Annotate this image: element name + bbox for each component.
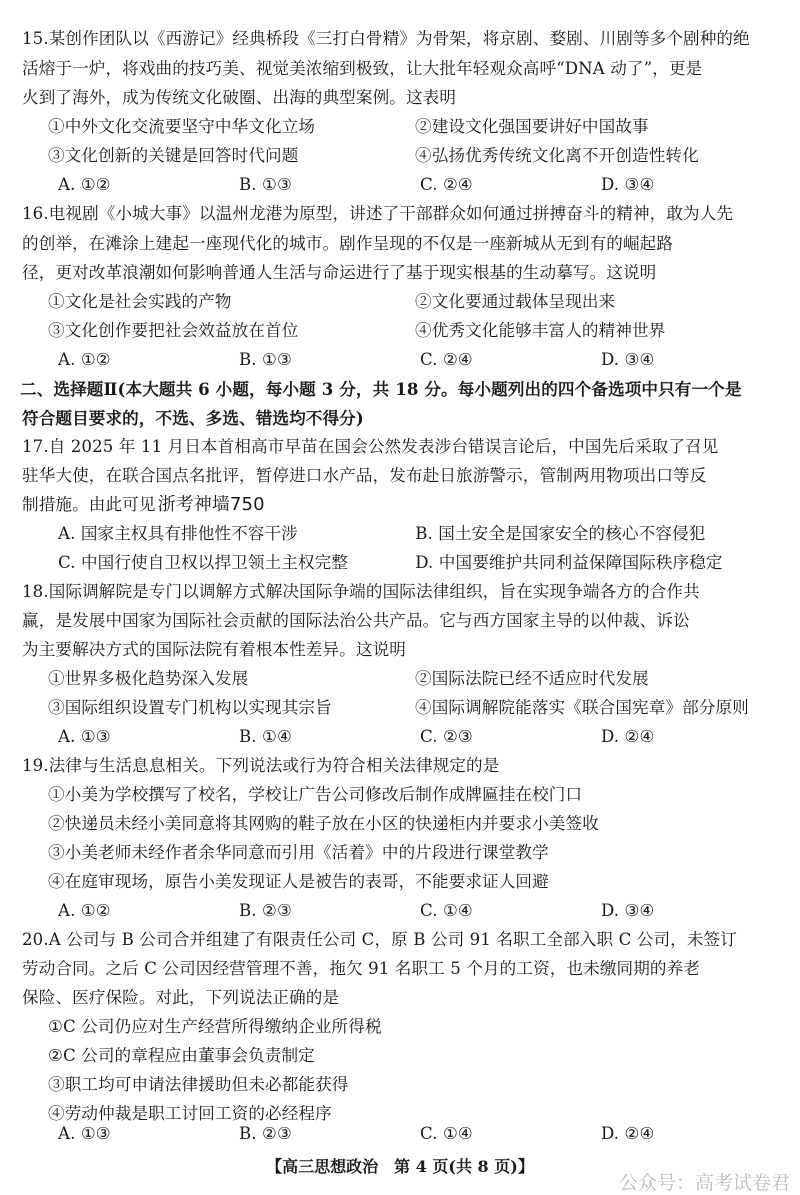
q16-statements-row-2	[48, 321, 782, 343]
q19-stem-line-1: 19.法律与生活息息相关。下列说法或行为符合相关法律规定的是	[22, 756, 500, 775]
q15-options	[58, 175, 782, 197]
q15-statements-row-2	[48, 146, 782, 168]
q17-option-d: D. 中国要维护共同利益保障国际秩序稳定	[415, 553, 723, 572]
q19-option-c: C. ①④	[420, 901, 473, 920]
q18-statement-4: ④国际调解院能落实《联合国宪章》部分原则	[415, 698, 749, 717]
q16-options	[58, 350, 782, 372]
q20-option-b: B. ②③	[239, 1124, 292, 1143]
q17-stem-text: 制措施。由此可见	[22, 495, 156, 514]
q20-stem-line-3: 保险、医疗保险。对此，下列说法正确的是	[22, 988, 340, 1007]
q16-stem-line-1: 16.电视剧《小城大事》以温州龙港为原型，讲述了干部群众如何通过拼搏奋斗的精神，敢为人先	[22, 204, 734, 223]
q15-option-a: A. ①②	[58, 175, 111, 194]
q15-statement-1: ①中外文化交流要坚守中华文化立场	[48, 117, 316, 136]
q16-statements-row-1	[48, 292, 782, 314]
q15-option-c: C. ②④	[420, 175, 473, 194]
q17-options-row-2	[58, 553, 782, 575]
section2-heading-line-1: 二、选择题Ⅱ(本大题共 6 小题，每小题 3 分，共 18 分。每小题列出的四个备选项中只有一个是	[20, 379, 742, 399]
q15-stem-line-2: 活熔于一炉，将戏曲的技巧美、视觉美浓缩到极致，让大批年轻观众高呼“DNA 动了”，更是	[22, 59, 703, 78]
q18-stem-line-1: 18.国际调解院是专门以调解方式解决国际争端的国际法律组织，旨在实现争端各方的合作共	[22, 582, 700, 601]
q15-statement-3: ③文化创新的关键是回答时代问题	[48, 146, 299, 165]
q19-statement-1: ①小美为学校撰写了校名，学校让广告公司修改后制作成牌匾挂在校门口	[48, 785, 583, 804]
watermark-text: 公众号：高考试卷君	[618, 1172, 790, 1194]
q16-statement-1: ①文化是社会实践的产物	[48, 292, 232, 311]
q19-statement-2: ②快递员未经小美同意将其网购的鞋子放在小区的快递柜内并要求小美签收	[48, 814, 599, 833]
q20-statement-1: ①C 公司仍应对生产经营所得缴纳企业所得税	[48, 1017, 382, 1036]
q19-statement-3: ③小美老师未经作者余华同意而引用《活着》中的片段进行课堂教学	[48, 843, 549, 862]
q19-option-b: B. ②③	[239, 901, 292, 920]
q18-option-c: C. ②③	[420, 727, 473, 746]
q15-option-d: D. ③④	[601, 175, 655, 194]
q16-option-c: C. ②④	[420, 350, 473, 369]
q18-statement-3: ③国际组织设置专门机构以实现其宗旨	[48, 698, 332, 717]
q17-stem-line-1: 17.自 2025 年 11 月日本首相高市早苗在国会公然发表涉台错误言论后，中国先后采取了召见	[22, 437, 719, 456]
q16-option-d: D. ③④	[601, 350, 655, 369]
section2-heading-line-2: 符合题目要求的，不选、多选、错选均不得分)	[22, 408, 364, 428]
q20-stem-line-2: 劳动合同。之后 C 公司因经营管理不善，拖欠 91 名职工 5 个月的工资，也未缴同期的养老	[22, 959, 700, 978]
page-footer: 【高三思想政治 第 4 页(共 8 页)】	[266, 1157, 534, 1176]
q15-statement-4: ④弘扬优秀传统文化离不开创造性转化	[415, 146, 699, 165]
q16-stem-line-2: 的创举，在滩涂上建起一座现代化的城市。剧作呈现的不仅是一座新城从无到有的崛起路	[22, 234, 674, 253]
q18-stem-line-3: 为主要解决方式的国际法院有着根本性差异。这说明	[22, 640, 406, 659]
q18-statement-2: ②国际法院已经不适应时代发展	[415, 669, 649, 688]
q15-statements-row-1	[48, 117, 782, 139]
q20-statement-4: ④劳动仲裁是职工讨回工资的必经程序	[48, 1104, 332, 1123]
q16-statement-3: ③文化创作要把社会效益放在首位	[48, 321, 299, 340]
q19-statement-4: ④在庭审现场，原告小美发现证人是被告的表哥，不能要求证人回避	[48, 872, 549, 891]
q19-option-d: D. ③④	[601, 901, 655, 920]
q18-option-d: D. ②④	[601, 727, 655, 746]
q16-statement-2: ②文化要通过载体呈现出来	[415, 292, 616, 311]
q18-stem-line-2: 赢，是发展中国家为国际社会贡献的国际法治公共产品。它与西方国家主导的以仲裁、诉讼	[22, 611, 690, 630]
q17-stem-line-2: 驻华大使，在联合国点名批评，暂停进口水产品，发布赴日旅游警示，管制两用物项出口等反	[22, 466, 707, 485]
q20-statement-3: ③职工均可申请法律援助但未必都能获得	[48, 1075, 349, 1094]
q18-statements-row-1	[48, 669, 782, 691]
q19-options	[58, 901, 782, 923]
q18-option-a: A. ①③	[58, 727, 111, 746]
q20-option-c: C. ①④	[420, 1124, 473, 1143]
q16-option-a: A. ①②	[58, 350, 111, 369]
q20-stem-line-1: 20.A 公司与 B 公司合并组建了有限责任公司 C，原 B 公司 91 名职工全部入职 C 公司，未签订	[22, 930, 737, 949]
q17-options-row-1	[58, 524, 782, 546]
q16-stem-line-3: 径，更对改革浪潮如何影响普通人生活与命运进行了基于现实根基的生动摹写。这说明	[22, 263, 657, 282]
q20-option-d: D. ②④	[601, 1124, 655, 1143]
inline-watermark-text: 浙考神墙750	[157, 495, 265, 515]
q17-stem-line-3	[22, 495, 782, 517]
q17-option-a: A. 国家主权具有排他性不容干涉	[58, 524, 298, 543]
q15-stem-line-3: 火到了海外，成为传统文化破圈、出海的典型案例。这表明	[22, 88, 457, 107]
q15-stem-line-1: 15.某创作团队以《西游记》经典桥段《三打白骨精》为骨架，将京剧、婺剧、川剧等多个剧种的绝	[22, 29, 750, 48]
q18-options	[58, 727, 782, 749]
q15-statement-2: ②建设文化强国要讲好中国故事	[415, 117, 649, 136]
q18-option-b: B. ①④	[239, 727, 292, 746]
q20-option-a: A. ①③	[58, 1124, 111, 1143]
q15-option-b: B. ①③	[239, 175, 292, 194]
q20-statement-2: ②C 公司的章程应由董事会负责制定	[48, 1046, 315, 1065]
q17-option-c: C. 中国行使自卫权以捍卫领土主权完整	[58, 553, 349, 572]
q18-statements-row-2	[48, 698, 782, 720]
q16-option-b: B. ①③	[239, 350, 292, 369]
q19-option-a: A. ①②	[58, 901, 111, 920]
q20-options	[58, 1124, 782, 1146]
q16-statement-4: ④优秀文化能够丰富人的精神世界	[415, 321, 666, 340]
q18-statement-1: ①世界多极化趋势深入发展	[48, 669, 249, 688]
q17-option-b: B. 国土安全是国家安全的核心不容侵犯	[415, 524, 706, 543]
